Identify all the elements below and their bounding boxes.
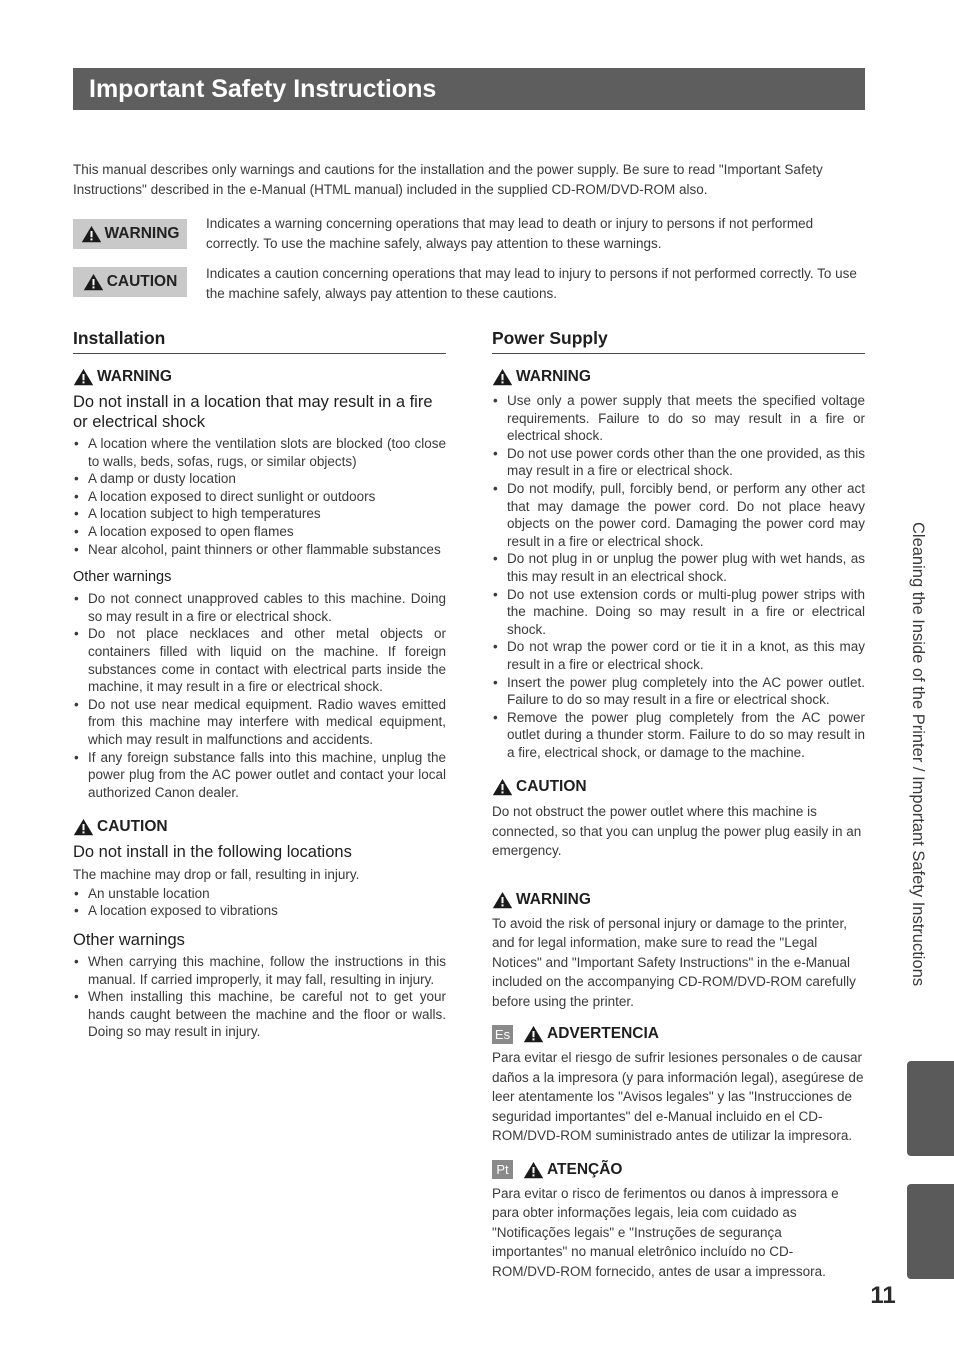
spanish-warning-text: Para evitar el riesgo de sufrir lesiones personales o de causar daños a la impresora (y para información legal), asegúrese de leer atentamente los "Avisos legales" y las "Instrucciones de seguridad importantes" del e-Manual incluido en el CD-ROM/DVD-ROM suministrado antes de utilizar la impresora. (492, 1050, 864, 1144)
caution-label-text: CAUTION (97, 818, 168, 836)
caution-other-warnings-list (73, 953, 446, 1041)
caution-badge (73, 267, 187, 297)
list-item: • A damp or dusty location (73, 470, 446, 488)
warning-badge-label: WARNING (104, 225, 180, 242)
language-tag-pt: Pt (492, 1160, 513, 1179)
list-item: • A location exposed to open flames (73, 523, 446, 541)
installation-caution-label (73, 817, 446, 837)
warning-triangle-icon (523, 1025, 544, 1043)
caution-other-warnings-heading: Other warnings (73, 930, 185, 949)
language-tag-es: Es (492, 1025, 513, 1044)
warning-triangle-icon (83, 273, 104, 291)
warning-label-text: WARNING (516, 368, 591, 385)
list-item: • Do not plug in or unplug the power plug with wet hands, as this may result in an electrical shock. (492, 550, 865, 585)
list-item: • Do not use power cords other than the one provided, as this may result in a fire or electrical shock. (492, 445, 865, 480)
intro-paragraph: This manual describes only warnings and cautions for the installation and the power supply. Be sure to read "Important Safety Instructions" described in the e-Manual (HTML manual) included in the supplied CD-ROM/DVD-ROM also. (73, 162, 823, 197)
list-item: • A location where the ventilation slots are blocked (too close to walls, beds, sofas, rugs, or similar objects) (73, 435, 446, 470)
caution-label-text: CAUTION (516, 778, 587, 796)
power-supply-column (492, 328, 865, 1281)
warning-triangle-icon (73, 368, 94, 386)
installation-title: Installation (73, 328, 446, 354)
list-item: • Remove the power plug completely from the AC power outlet during a thunder storm. Failure to do so may result in a fire, electrical shock, or damage to the machine. (492, 709, 865, 762)
page-number: 11 (870, 1282, 896, 1309)
spanish-warning-header (492, 1024, 865, 1044)
legal-warning-label (492, 890, 865, 910)
installation-caution-heading: Do not install in the following locations (73, 843, 352, 862)
list-item: • A location exposed to direct sunlight or outdoors (73, 488, 446, 506)
installation-caution-text: The machine may drop or fall, resulting in injury. (73, 867, 360, 883)
list-item: • If any foreign substance falls into this machine, unplug the power plug from the AC power outlet and contact your local authorized Canon dealer. (73, 749, 446, 802)
installation-caution-list (73, 885, 446, 920)
warning-triangle-icon (523, 1161, 544, 1179)
list-item: • When installing this machine, be careful not to get your hands caught between the machine and the floor or walls. Doing so may result in injury. (73, 988, 446, 1041)
power-supply-title: Power Supply (492, 328, 865, 354)
chapter-thumb-tab (907, 1061, 954, 1156)
list-item: • A location subject to high temperatures (73, 505, 446, 523)
power-caution-text: Do not obstruct the power outlet where this machine is connected, so that you can unplug the power plug easily in an emergency. (492, 804, 862, 859)
spanish-warning-label: ADVERTENCIA (547, 1025, 659, 1043)
power-caution-label (492, 777, 865, 797)
list-item: • Insert the power plug completely into the AC power outlet. Failure to do so may result in a fire or electrical shock. (492, 674, 865, 709)
list-item: • When carrying this machine, follow the instructions in this manual. If carried improperly, it may fall, resulting in injury. (73, 953, 446, 988)
warning-triangle-icon (492, 368, 513, 386)
list-item: • A location exposed to vibrations (73, 902, 446, 920)
list-item: • Do not use near medical equipment. Radio waves emitted from this machine may interfere with medical equipment, which may result in malfunctions and accidents. (73, 696, 446, 749)
list-item: • An unstable location (73, 885, 446, 903)
list-item: • Do not modify, pull, forcibly bend, or perform any other act that may damage the power cord. Do not place heavy objects on the power cord. Damaging the power cord may result in a fire or electrical shock. (492, 480, 865, 550)
list-item: • Near alcohol, paint thinners or other flammable substances (73, 541, 446, 559)
warning-triangle-icon (492, 778, 513, 796)
legal-warning-text: To avoid the risk of personal injury or damage to the printer, and for legal information, make sure to read the "Legal Notices" and "Important Safety Instructions" in the e-Manual included on the accompanying CD-ROM/DVD-ROM carefully before using the printer. (492, 915, 856, 1009)
installation-warning-label (73, 367, 446, 387)
warning-description: Indicates a warning concerning operations that may lead to death or injury to persons if not performed correctly. To use the machine safely, always pay attention to these warnings. (206, 216, 814, 251)
other-warnings-heading: Other warnings (73, 569, 172, 586)
portuguese-warning-text: Para evitar o risco de ferimentos ou danos à impressora e para obter informações legais, leia com cuidado as "Notificações legais" e "Instruções de segurança importantes" no manual eletrônico incluído no CD-ROM/DVD-ROM fornecido, antes de usar a impressora. (492, 1185, 839, 1279)
warning-badge (73, 219, 187, 249)
list-item: • Do not use extension cords or multi-plug power strips with the machine. Doing so may result in a fire or electrical shock. (492, 586, 865, 639)
portuguese-warning-header (492, 1160, 865, 1180)
warning-triangle-icon (73, 818, 94, 836)
warning-label-text: WARNING (97, 368, 172, 385)
page-title: Important Safety Instructions (73, 68, 865, 110)
other-warnings-list (73, 590, 446, 801)
list-item: • Do not connect unapproved cables to this machine. Doing so may result in a fire or electrical shock. (73, 590, 446, 625)
caution-description: Indicates a caution concerning operations that may lead to injury to persons if not performed correctly. To use the machine safely, always pay attention to these cautions. (206, 266, 857, 301)
list-item: • Do not place necklaces and other metal objects or containers filled with liquid on the machine. If foreign substances come in contact with electrical parts inside the machine, it may result in a fire or electrical shock. (73, 625, 446, 695)
installation-warning-heading: Do not install in a location that may result in a fire or electrical shock (73, 393, 433, 431)
chapter-thumb-tab (907, 1184, 954, 1279)
warning-triangle-icon (492, 891, 513, 909)
power-warning-label (492, 367, 865, 387)
warning-label-text: WARNING (516, 890, 591, 908)
installation-location-list (73, 435, 446, 558)
chapter-sidebar-title: Cleaning the Inside of the Printer / Important Safety Instructions (909, 522, 927, 987)
installation-column (73, 328, 446, 1041)
list-item: • Use only a power supply that meets the specified voltage requirements. Failure to do so may result in a fire or electrical shock. (492, 392, 865, 445)
power-warning-list (492, 392, 865, 761)
portuguese-warning-label: ATENÇÃO (547, 1160, 623, 1178)
list-item: • Do not wrap the power cord or tie it in a knot, as this may result in a fire or electrical shock. (492, 638, 865, 673)
warning-triangle-icon (81, 225, 102, 243)
caution-badge-label: CAUTION (106, 273, 178, 290)
